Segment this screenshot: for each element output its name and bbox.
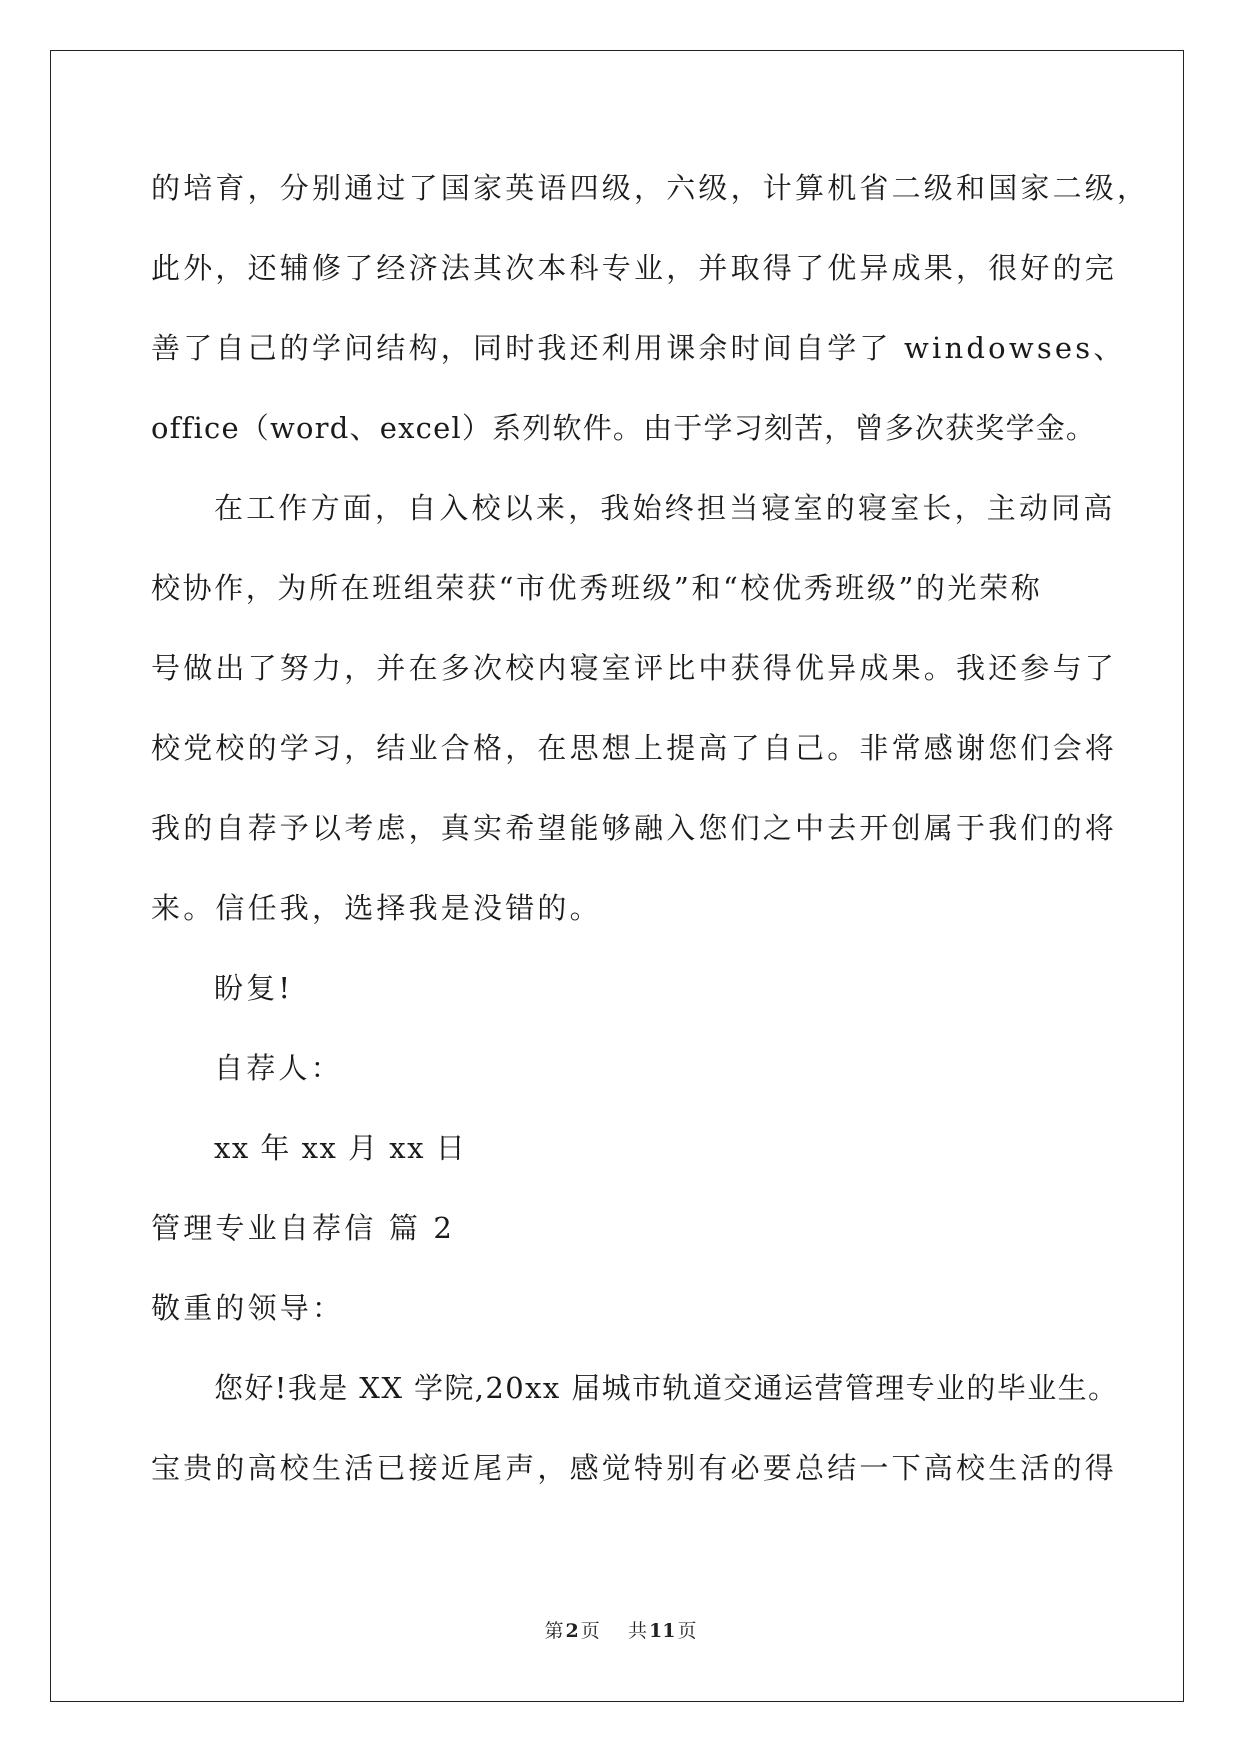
paragraph-line: 的培育，分别通过了国家英语四级，六级，计算机省二级和国家二级， <box>151 171 1150 205</box>
footer-total-unit: 页 <box>677 1620 697 1642</box>
paragraph-line: 宝贵的高校生活已接近尾声，感觉特别有必要总结一下高校生活的得 <box>151 1451 1118 1485</box>
page-footer <box>0 1616 1241 1643</box>
paragraph-line: 在工作方面，自入校以来，我始终担当寝室的寝室长，主动同高 <box>214 491 1116 525</box>
footer-current-page: 2 <box>565 1620 579 1642</box>
footer-total-pages: 11 <box>648 1620 676 1642</box>
paragraph-line: 此外，还辅修了经济法其次本科专业，并取得了优异成果，很好的完 <box>151 251 1118 285</box>
section-heading: 管理专业自荐信 篇 2 <box>151 1211 456 1245</box>
footer-page-unit: 页 <box>580 1620 600 1642</box>
paragraph-line: 校党校的学习，结业合格，在思想上提高了自己。非常感谢您们会将 <box>151 731 1118 765</box>
paragraph-line: 校协作，为所在班组荣获“市优秀班级”和“校优秀班级”的光荣称 <box>151 571 1043 605</box>
paragraph-line: 来。信任我，选择我是没错的。 <box>151 891 602 925</box>
paragraph-line: office（word、excel）系列软件。由于学习刻苦，曾多次获奖学金。 <box>151 411 1097 445</box>
signature-label: 自荐人： <box>214 1051 343 1085</box>
footer-total-prefix: 共 <box>627 1620 647 1642</box>
paragraph-line: 我的自荐予以考虑，真实希望能够融入您们之中去开创属于我们的将 <box>151 811 1118 845</box>
date-line: xx 年 xx 月 xx 日 <box>214 1131 467 1165</box>
paragraph-line: 号做出了努力，并在多次校内寝室评比中获得优异成果。我还参与了 <box>151 651 1118 685</box>
salutation: 敬重的领导： <box>151 1291 345 1325</box>
footer-prefix: 第 <box>544 1620 564 1642</box>
paragraph-line: 善了自己的学问结构，同时我还利用课余时间自学了 windowses、 <box>151 331 1126 365</box>
paragraph-line: 您好!我是 XX 学院,20xx 届城市轨道交通运营管理专业的毕业生。 <box>214 1371 1119 1405</box>
closing-line: 盼复! <box>214 971 294 1005</box>
